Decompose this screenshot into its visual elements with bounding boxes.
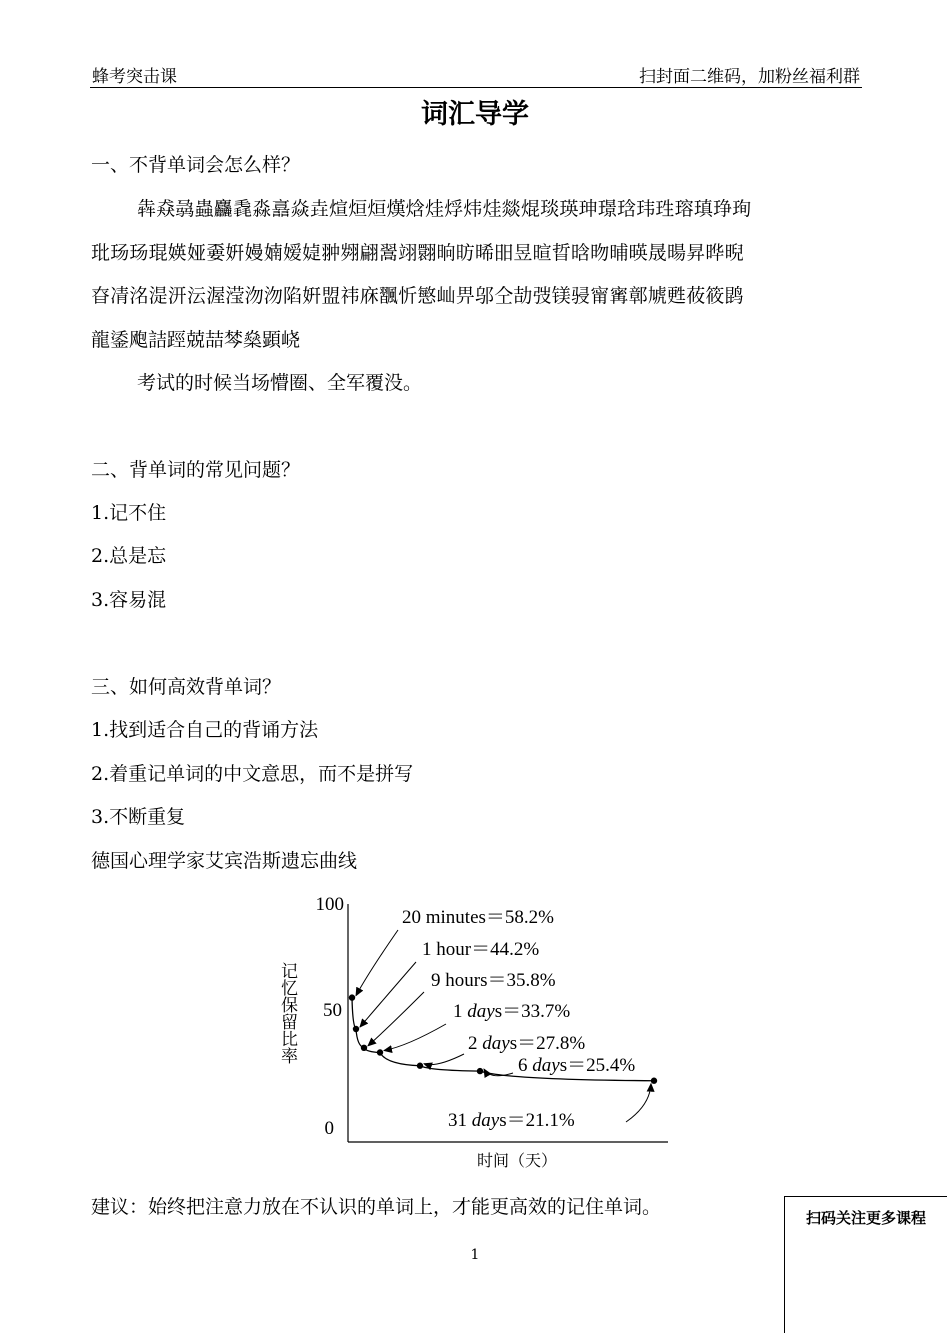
annotation-arrow-7	[626, 1084, 651, 1122]
method-item-2: 2.着重记单词的中文意思，而不是拼写	[91, 763, 414, 785]
data-point-6	[477, 1068, 483, 1074]
annotation-arrow-5	[424, 1054, 464, 1065]
data-point-1	[349, 994, 355, 1000]
data-point-4	[377, 1049, 383, 1055]
annotation-arrow-3	[368, 992, 424, 1046]
obscure-chars-line-4: 龍鋈飑詰踁兢喆棽燊顕峣	[91, 329, 301, 351]
annotation-label-2: 1 hour＝44.2%	[422, 939, 540, 960]
advice-text: 建议：始终把注意力放在不认识的单词上，才能更高效的记住单词。	[91, 1196, 662, 1218]
method-item-3: 3.不断重复	[91, 806, 186, 828]
obscure-chars-line-3: 昚凊洺湜汧沄渥滢沕沕陷姸盟祎庥飁忻慜屾畀邬仝劼弢镁骎甯寗鄣虓甦莜筱鹍	[91, 285, 744, 307]
qr-label: 扫码关注更多课程	[805, 1209, 926, 1227]
problem-item-3: 3.容易混	[91, 589, 167, 611]
chart-caption: 德国心理学家艾宾浩斯遗忘曲线	[91, 850, 358, 872]
section-2-heading: 二、背单词的常见问题？	[91, 459, 301, 481]
consequence-text: 考试的时候当场懵圈、全军覆没。	[137, 372, 423, 394]
data-point-3	[361, 1045, 367, 1051]
annotation-label-6: 6 days＝25.4%	[518, 1055, 636, 1076]
qr-code-box[interactable]	[784, 1196, 947, 1333]
y-tick-100: 100	[315, 894, 344, 915]
data-point-7	[651, 1078, 657, 1084]
problem-item-1: 1.记不住	[91, 502, 167, 524]
header-divider	[90, 87, 862, 88]
annotation-arrow-4	[384, 1024, 446, 1051]
y-tick-50: 50	[323, 1000, 342, 1021]
annotation-arrow-2	[360, 962, 416, 1027]
y-axis-label: 记忆保留比率	[277, 962, 297, 1064]
section-1-heading: 一、不背单词会怎么样？	[91, 154, 301, 176]
page-number: 1	[470, 1247, 480, 1263]
data-point-5	[417, 1063, 423, 1069]
method-item-1: 1.找到适合自己的背诵方法	[91, 719, 319, 741]
page-title: 词汇导学	[421, 99, 529, 130]
obscure-chars-line-2: 玭玚玚琨媖娅嫑姸嫚婻嫒媫翀翙翩翯翊翾晌昉晞昍昱暄晢晗昒晡暎晟暘昇晔晲	[91, 242, 744, 264]
header-left-text: 蜂考突击课	[92, 67, 177, 87]
annotation-label-7: 31 days＝21.1%	[448, 1110, 575, 1131]
annotation-label-1: 20 minutes＝58.2%	[402, 907, 554, 928]
annotation-arrow-1	[356, 930, 398, 996]
obscure-chars-line-1: 犇猋骉蟲麤毳淼譶焱垚煊烜烜熯焓烓烰炜烓燚焜琰瑛珅璟琀玮珄瑢瑱琤珣	[137, 198, 752, 220]
annotation-label-5: 2 days＝27.8%	[468, 1033, 586, 1054]
section-3-heading: 三、如何高效背单词？	[91, 676, 282, 698]
x-axis-label: 时间（天）	[476, 1151, 558, 1170]
y-tick-0: 0	[324, 1118, 334, 1139]
problem-item-2: 2.总是忘	[91, 545, 167, 567]
annotation-label-3: 9 hours＝35.8%	[431, 970, 556, 991]
data-point-2	[353, 1026, 359, 1032]
forgetting-curve-chart	[268, 890, 688, 1180]
header-right-text: 扫封面二维码，加粉丝福利群	[639, 67, 860, 87]
annotation-label-4: 1 days＝33.7%	[453, 1001, 571, 1022]
